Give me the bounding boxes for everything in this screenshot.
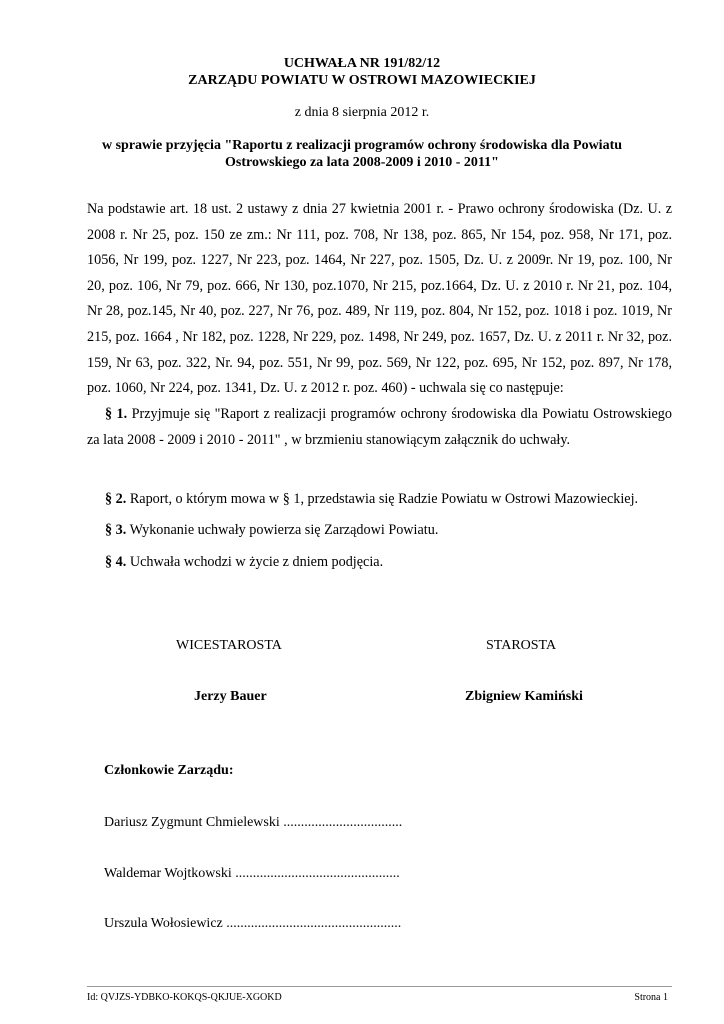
- section-4-paragraph: [87, 550, 672, 576]
- page-number: Strona 1: [634, 992, 668, 1003]
- section-1-text: Przyjmuje się "Raport z realizacji programów ochrony środowiska dla Powiatu Ostrowskiego za lata 2008 - 2009 i 2010 - 2011" , w brzmieniu stanowiącym załącznik do uchwały.: [87, 406, 672, 448]
- section-3-label: § 3.: [105, 522, 127, 538]
- board-member-line: Dariusz Zygmunt Chmielewski ..................................: [104, 815, 403, 830]
- right-signature-name: Zbigniew Kamiński: [465, 689, 583, 704]
- document-id: Id: QVJZS-YDBKO-KOKQS-QKJUE-XGOKD: [87, 992, 282, 1003]
- subject-line-2: Ostrowskiego za lata 2008-2009 i 2010 - 2011": [225, 155, 499, 170]
- section-1-paragraph: [87, 402, 672, 453]
- right-signature-role: STAROSTA: [486, 638, 557, 653]
- subject-line-1: w sprawie przyjęcia "Raportu z realizacji programów ochrony środowiska dla Powiatu: [101, 138, 623, 153]
- board-member-line: Urszula Wołosiewicz ..................................................: [104, 916, 402, 931]
- section-3-paragraph: [87, 518, 672, 544]
- section-4-text: Uchwała wchodzi w życie z dniem podjęcia.: [126, 554, 384, 570]
- section-2-text: Raport, o którym mowa w § 1, przedstawia się Radzie Powiatu w Ostrowi Mazowieckiej.: [126, 491, 639, 507]
- section-2-label: § 2.: [105, 491, 127, 507]
- resolution-title: [0, 55, 724, 89]
- section-4-label: § 4.: [105, 554, 127, 570]
- resolution-date: z dnia 8 sierpnia 2012 r.: [294, 105, 430, 120]
- section-2-paragraph: [87, 487, 672, 513]
- legal-basis-paragraph: Na podstawie art. 18 ust. 2 ustawy z dnia 27 kwietnia 2001 r. - Prawo ochrony środowiska (Dz. U. z 2008 r. Nr 25, poz. 150 ze zm.: Nr 111, poz. 708, Nr 138, poz. 865, Nr 154, poz. 958, Nr 171, poz. 1056, Nr 199, poz. 1227, Nr 223, poz. 1464, Nr 227, poz. 1505, Dz. U. z 2009r. Nr 19, poz. 100, Nr 20, poz. 106, Nr 79, poz. 666, Nr 130, poz.1070, Nr 215, poz.1664, Dz. U. z 2010 r. Nr 21, poz. 104, Nr 28, poz.145, Nr 40, poz. 227, Nr 76, poz. 489, Nr 119, poz. 804, Nr 152, poz. 1018 i poz. 1019, Nr 215, poz. 1664 , Nr 182, poz. 1228, Nr 229, poz. 1498, Nr 249, poz. 1657, Dz. U. z 2011 r. Nr 32, poz. 159, Nr 63, poz. 322, Nr. 94, poz. 551, Nr 99, poz. 569, Nr 122, poz. 695, Nr 152, poz. 897, Nr 178, poz. 1060, Nr 224, poz. 1341, Dz. U. z 2012 r. poz. 460) - uchwala się co następuje:: [87, 201, 672, 397]
- section-1-label: § 1.: [105, 406, 128, 422]
- left-signature-name: Jerzy Bauer: [194, 689, 267, 704]
- resolution-subject: [60, 137, 664, 171]
- footer-divider: [87, 986, 672, 987]
- title-line-1: UCHWAŁA NR 191/82/12: [283, 56, 441, 71]
- title-line-2: ZARZĄDU POWIATU W OSTROWI MAZOWIECKIEJ: [188, 73, 536, 88]
- board-member-line: Waldemar Wojtkowski ...............................................: [104, 866, 400, 881]
- left-signature-role: WICESTAROSTA: [176, 638, 282, 653]
- section-3-text: Wykonanie uchwały powierza się Zarządowi Powiatu.: [126, 522, 439, 538]
- board-members-title: Członkowie Zarządu:: [104, 763, 234, 778]
